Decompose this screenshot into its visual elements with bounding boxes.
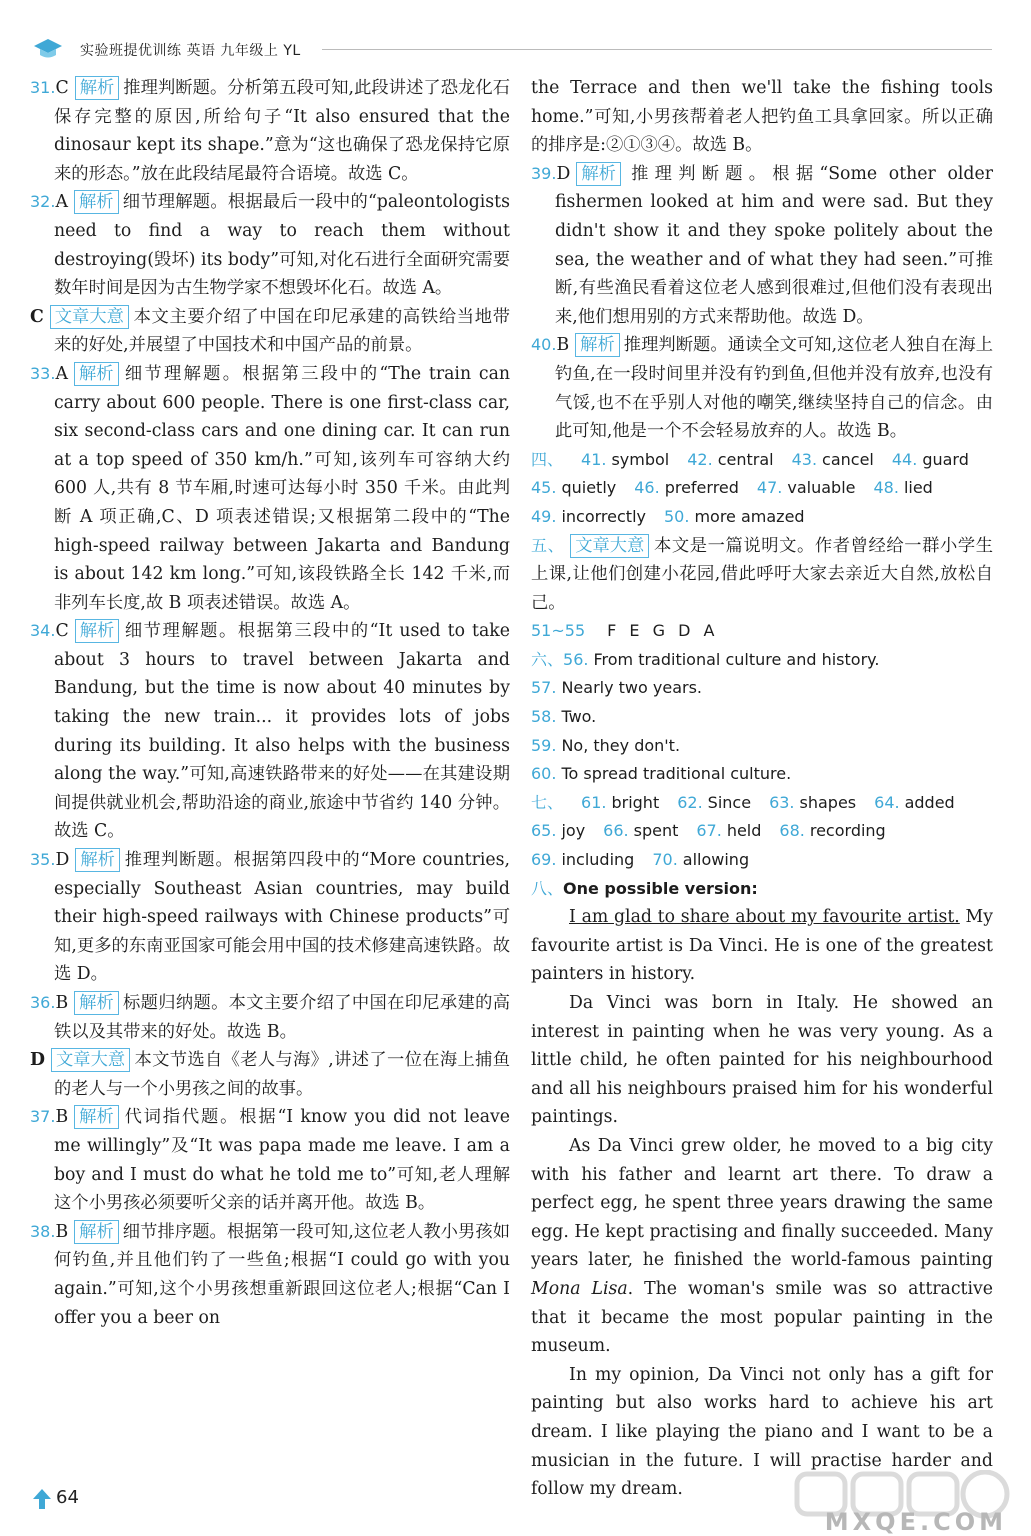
question-number: 45. [531, 478, 557, 498]
essay-paragraph: In my opinion, Da Vinci not only has a gift for painting but also works hard to achieve his art dream. I like playing the piano and I want to be a musician in the future. I will practise harder and follow my dream. [531, 1364, 993, 1500]
answer-item [30, 74, 510, 188]
explanation-text: 细节理解题。根据最后一段中的“paleontologists need to find a way to reach them without destroying(毁坏) its body”可知,对化石进行全面研究需要数年时间是因为古生物学家不想毁坏化石。故选 A。 [54, 192, 510, 299]
answer-text: No, they don't. [561, 735, 681, 755]
fill-answer [874, 789, 955, 818]
fill-answer [531, 817, 585, 846]
essay-paragraph [531, 1132, 993, 1361]
explanation-text: 细节理解题。根据第三段中的“It used to take about 3 hours to travel between Jakarta and Bandung, but the time is now about 40 minutes by taking the new train... it provides lots of jobs during its building. It also helps with the business along the way.”可知,高速铁路带来的好处——在其建设期间提供就业机会,帮助沿途的商业,旅途中节省约 140 分钟。故选 C。 [54, 621, 510, 842]
explanation-tag: 解析 [74, 1105, 119, 1129]
answer-word: spent [633, 821, 679, 841]
short-answer [531, 646, 993, 675]
explanation-text: 本文是一篇说明文。作者曾经给一群小学生上课,让他们创建小花园,借此呼吁大家去亲近大自然,放松自己。 [531, 535, 993, 613]
question-number: 65. [531, 821, 557, 841]
answer-word: including [561, 850, 635, 870]
question-number: 36. [30, 993, 56, 1012]
answer-word: incorrectly [561, 506, 646, 526]
fill-answer [603, 817, 678, 846]
answer-continuation: the Terrace and then we'll take the fishing tools home.”可知,小男孩帮着老人把钓鱼工具拿回家。所以正确的排序是:②①③④。故选 B。 [531, 78, 993, 156]
explanation-text: 推理判断题。分析第五段可知,此段讲述了恐龙化石保存完整的原因,所给句子“It also ensured that the dinosaur kept its shape.”意为“这也确保了恐龙保持它原来的形态。”放在此段结尾最符合语境。故选 C。 [54, 78, 510, 184]
answer-item [30, 846, 510, 989]
answer-word: held [726, 821, 762, 841]
explanation-text: 本文节选自《老人与海》,讲述了一位在海上捕鱼的老人与一个小男孩之间的故事。 [54, 1050, 510, 1099]
answer-word: bright [611, 792, 660, 812]
section-number: 八、 [531, 878, 564, 898]
question-number: 31. [30, 78, 56, 97]
question-number: 69. [531, 850, 557, 870]
short-answer [531, 760, 993, 789]
fill-answer [769, 789, 856, 818]
question-range: 51~55 [531, 621, 586, 641]
fill-answer [664, 503, 805, 532]
fill-answer [677, 789, 751, 818]
answer-word: joy [561, 821, 586, 841]
answer-item [30, 1218, 510, 1332]
answer-item [30, 617, 510, 846]
page-number-box [28, 1480, 88, 1516]
passage-label: D [30, 1050, 45, 1071]
question-number: 66. [603, 821, 629, 841]
explanation-text: 细节排序题。根据第一段可知,这位老人教小男孩如何钓鱼,并且他们钓了一些鱼;根据“I could go with you again.”可知,这个小男孩想重新跟回这位老人;根据“Can I offer you a beer on [54, 1221, 510, 1328]
question-number: 70. [652, 850, 678, 870]
answer-word: allowing [682, 850, 750, 870]
answer-word: lied [903, 478, 933, 498]
short-answer [531, 703, 993, 732]
explanation-tag: 解析 [75, 619, 120, 643]
answer-item [30, 360, 510, 617]
answer-word: guard [922, 449, 969, 469]
answer-choice: D [55, 850, 70, 871]
fill-answer [892, 446, 969, 475]
answer-item [30, 989, 510, 1046]
section-four [531, 446, 993, 532]
right-column [531, 74, 993, 1504]
question-number: 47. [756, 478, 783, 498]
answer-choice: A [55, 363, 68, 384]
question-number: 49. [531, 506, 557, 526]
essay-label: One possible version: [563, 878, 758, 898]
explanation-text: 推理判断题。根据第四段中的“More countries, especially Southeast Asian countries, may build their high-speed railways with Chinese products”可知,更多的东南亚国家可能会用中国的技术修建高速铁路。故选 D。 [54, 850, 510, 985]
fill-answer [687, 446, 773, 475]
answer-letters: F E G D A [607, 621, 719, 641]
question-number: 61. [581, 792, 607, 812]
painting-title: Mona Lisa [531, 1278, 628, 1299]
short-answer [531, 732, 993, 761]
question-number: 48. [873, 478, 899, 498]
passage-summary [30, 303, 510, 360]
fill-answer [634, 474, 739, 503]
section-number: 四、 [531, 449, 564, 469]
question-number: 64. [874, 792, 900, 812]
fill-row [531, 446, 993, 475]
fill-row [531, 817, 993, 846]
answer-choice: C [55, 78, 69, 98]
explanation-tag: 解析 [576, 162, 621, 186]
question-number: 34. [30, 621, 56, 641]
question-number: 68. [779, 821, 805, 841]
explanation-text: 标题归纳题。本文主要介绍了中国在印尼承建的高铁以及其带来的好处。故选 B。 [54, 993, 510, 1042]
answer-text: Two. [561, 707, 597, 727]
answer-word: preferred [664, 478, 739, 498]
question-number: 46. [634, 478, 660, 498]
question-number: 58. [531, 707, 557, 727]
up-arrow-icon [32, 1488, 52, 1510]
passage-label: C [30, 306, 44, 327]
question-number: 43. [791, 449, 818, 469]
question-number: 32. [30, 192, 56, 212]
answer-text: Nearly two years. [561, 678, 702, 698]
fill-answer [531, 474, 616, 503]
fill-answer [757, 474, 856, 503]
answer-choice: A [55, 192, 68, 213]
answer-item [30, 1103, 510, 1217]
question-number: 35. [30, 850, 56, 870]
fill-answer [652, 846, 749, 875]
answer-range [531, 617, 993, 646]
explanation-tag: 解析 [74, 362, 119, 386]
answer-word: Since [707, 792, 752, 812]
fill-answer [696, 817, 761, 846]
answer-word: recording [809, 821, 886, 841]
fill-row [531, 846, 993, 875]
essay-opening-sentence: I am glad to share about my favourite artist. [569, 907, 960, 928]
explanation-text: 推理判断题。通读全文可知,这位老人独自在海上钓鱼,在一段时间里并没有钓到鱼,但他并没有放弃,也没有气馁,也不在乎别人对他的嘲笑,继续坚持自己的信念。由此可知,他是一个不会轻易放弃的人。故选 B。 [555, 335, 993, 442]
fill-answer [581, 446, 669, 475]
question-number: 63. [769, 792, 795, 812]
watermark-text: MXQE.COM [824, 1508, 1007, 1536]
fill-answer [531, 503, 646, 532]
explanation-tag: 解析 [74, 991, 119, 1015]
explanation-tag: 解析 [74, 190, 119, 214]
fill-answer [581, 789, 659, 818]
page-number: 64 [56, 1487, 79, 1508]
explanation-tag: 解析 [75, 76, 120, 100]
answer-word: central [717, 449, 774, 469]
fill-row [531, 503, 993, 532]
question-number: 44. [891, 449, 918, 469]
answer-choice: B [55, 1107, 69, 1128]
explanation-text: 代词指代题。根据“I know you did not leave me willingly”及“It was papa made me leave. I am a boy and I must do what he told me to”可知,老人理解这个小男孩必须要听父亲的话并离开他。故选 B。 [54, 1107, 510, 1214]
question-number: 56. [563, 649, 589, 669]
left-column [30, 74, 510, 1332]
answer-word: quietly [561, 478, 617, 498]
answer-choice: B [55, 1221, 69, 1242]
essay-text: My favourite artist is Da Vinci. He is one of the greatest painters in history. [531, 907, 993, 985]
fill-answer [873, 474, 932, 503]
short-answer [531, 674, 993, 703]
question-number: 57. [531, 678, 557, 698]
fill-answer [531, 846, 634, 875]
essay-paragraph [531, 903, 993, 989]
passage-summary [531, 532, 993, 618]
header-rule [322, 49, 992, 50]
answer-text: To spread traditional culture. [561, 764, 792, 784]
question-number: 38. [30, 1221, 56, 1241]
page-header [32, 34, 992, 64]
section-number: 五、 [531, 535, 565, 555]
answer-word: cancel [822, 449, 874, 469]
question-number: 33. [30, 363, 56, 383]
essay-heading [531, 875, 993, 904]
graduation-cap-icon [32, 37, 64, 61]
header-title: 实验班提优训练 英语 九年级上 YL [80, 43, 301, 59]
section-number: 七、 [531, 792, 564, 812]
question-number: 60. [531, 764, 557, 784]
question-number: 67. [696, 821, 722, 841]
question-number: 50. [663, 506, 690, 526]
fill-row [531, 474, 993, 503]
answer-word: added [904, 792, 955, 812]
passage-summary [30, 1046, 510, 1103]
answer-word: shapes [799, 792, 857, 812]
fill-answer [779, 817, 885, 846]
section-seven [531, 789, 993, 875]
answer-choice: B [55, 993, 69, 1013]
fill-row [531, 789, 993, 818]
answer-item [30, 188, 510, 302]
answer-text: From traditional culture and history. [593, 649, 880, 669]
answer-choice: C [55, 621, 69, 642]
question-number: 41. [581, 449, 607, 469]
essay-text: . The woman's smile was so attractive that it became the most popular painting in the museum. [531, 1278, 994, 1357]
explanation-tag: 文章大意 [51, 1048, 130, 1072]
question-number: 62. [677, 792, 703, 812]
explanation-tag: 文章大意 [50, 305, 129, 329]
explanation-tag: 解析 [75, 848, 120, 872]
explanation-tag: 解析 [74, 1220, 119, 1244]
question-number: 39. [531, 163, 557, 183]
explanation-text: 推理判断题。根据“Some other older fishermen looked at him and were sad. But they didn't show it and they spoke politely about the sea, the weather and of what they had seen.”可推断,有些渔民看着这位老人感到很难过,但他们没有表现出来,他们想用别的方式来帮助他。故选 D。 [555, 163, 993, 327]
answer-word: more amazed [694, 506, 805, 526]
explanation-text: 本文主要介绍了中国在印尼承建的高铁给当地带来的好处,并展望了中国技术和中国产品的前景。 [54, 306, 510, 356]
question-number: 42. [687, 449, 713, 469]
fill-answer [792, 446, 874, 475]
explanation-text: 细节理解题。根据第三段中的“The train can carry about 600 people. There is one first-class car, six second-class cars and one dining car. It can run at a top speed of 350 km/h.”可知,该列车可容纳大约 600 人,共有 8 节车厢,时速可达每小时 350 千米。由此判断 A 项正确,C、D 项表述错误;又根据第二段中的“The high-speed railway between Jakarta and Bandung is about 142 km long.”可知,该段铁路全长 142 千米,而非列车长度,故 B 项表述错误。故选 A。 [54, 363, 510, 613]
question-number: 40. [531, 335, 557, 355]
answer-word: symbol [611, 449, 670, 469]
question-number: 37. [30, 1107, 56, 1127]
answer-item [531, 331, 993, 445]
answer-choice: B [556, 335, 570, 356]
explanation-tag: 文章大意 [570, 534, 649, 558]
sample-essay [531, 903, 993, 1503]
essay-text: As Da Vinci grew older, he moved to a big city with his father and learnt art there. To draw a perfect egg, he spent three years drawing the same egg. He kept practising and finally succeeded. Many years later, he finished the world-famous painting [531, 1135, 993, 1271]
section-number: 六、 [531, 649, 564, 669]
explanation-tag: 解析 [575, 333, 620, 357]
essay-paragraph: Da Vinci was born in Italy. He showed an interest in painting when he was very young. As a little child, he often painted for his neighbourhood and all his neighbours praised him for his wonderful paintings. [531, 993, 993, 1128]
answer-choice: D [556, 163, 571, 184]
answer-item [531, 160, 993, 332]
question-number: 59. [531, 735, 557, 755]
answer-word: valuable [787, 478, 856, 498]
